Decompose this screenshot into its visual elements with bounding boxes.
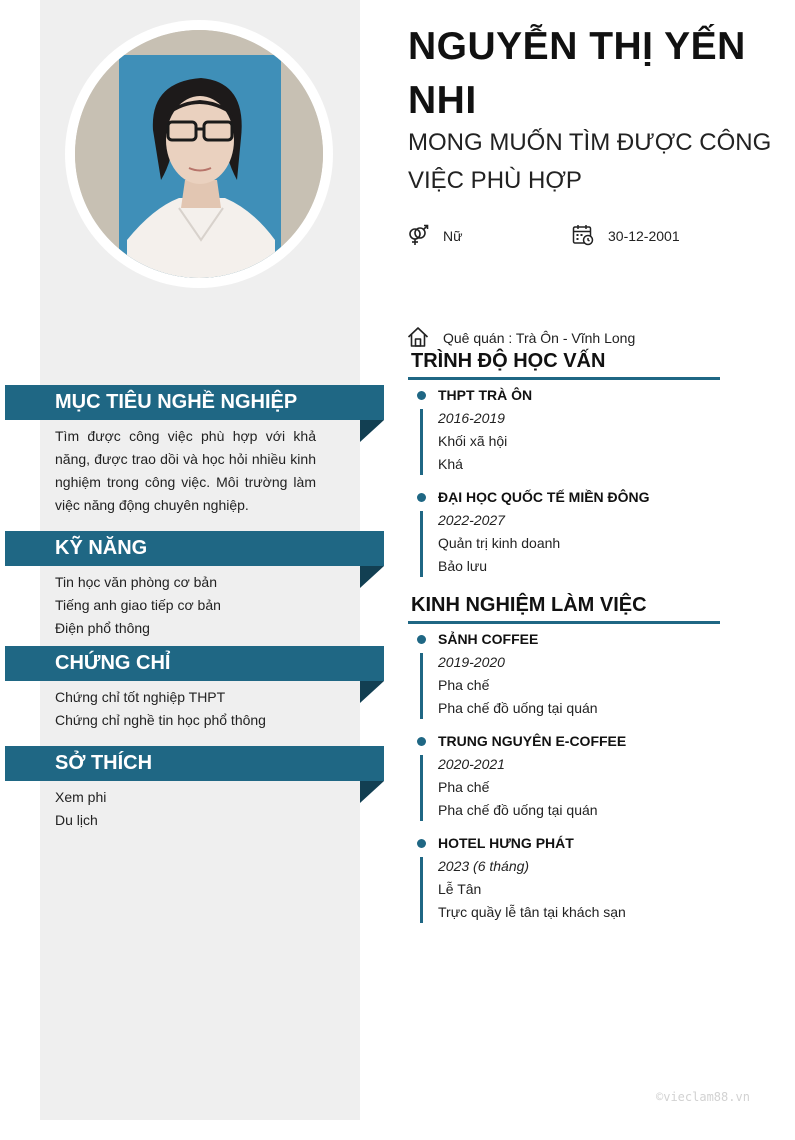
skills-banner-fold (360, 566, 384, 588)
experience-period: 2023 (6 tháng) (438, 858, 530, 874)
career-goal-banner (5, 385, 384, 420)
skills-banner (5, 531, 384, 566)
timeline-bar (420, 511, 423, 577)
education-section-title: TRÌNH ĐỘ HỌC VẤN (411, 350, 606, 372)
education-major: Khối xã hội (438, 433, 508, 449)
timeline-bar (420, 857, 423, 923)
skills-list (55, 571, 316, 640)
experience-period: 2019-2020 (438, 654, 505, 670)
career-goal-text: Tìm được công việc phù hợp với khả năng, được trao dồi và học hỏi nhiều kinh nghiệm trong công việc. Môi trường làm việc năng động chuyên nghiệp. (55, 428, 316, 513)
education-school: THPT TRÀ ÔN (438, 387, 533, 403)
experience-section-title: KINH NGHIỆM LÀM VIỆC (411, 594, 647, 616)
experience-period: 2020-2021 (438, 756, 505, 772)
timeline-dot (417, 839, 426, 848)
experience-company: HOTEL HƯNG PHÁT (438, 835, 574, 851)
education-section-underline (408, 377, 720, 380)
timeline-bar (420, 653, 423, 719)
candidate-name: NGUYỄN THỊ YẾN NHI (408, 25, 746, 122)
gender-value: Nữ (443, 228, 463, 244)
experience-position: Pha chế (438, 779, 490, 795)
certificates-list (55, 686, 316, 732)
home-icon (407, 326, 429, 353)
career-goal-title: MỤC TIÊU NGHỀ NGHIỆP (55, 391, 298, 413)
hobbies-title: SỞ THÍCH (55, 752, 153, 774)
skills-title: KỸ NĂNG (55, 537, 148, 559)
education-result: Khá (438, 456, 463, 472)
education-school: ĐẠI HỌC QUỐC TẾ MIỀN ĐÔNG (438, 489, 650, 505)
certificate-item: Chứng chỉ nghề tin học phổ thông (55, 712, 266, 728)
watermark: ©vieclam88.vn (656, 1090, 750, 1104)
certificate-item: Chứng chỉ tốt nghiệp THPT (55, 689, 226, 705)
hometown-value: Quê quán : Trà Ôn - Vĩnh Long (443, 330, 636, 346)
hobby-item: Du lịch (55, 812, 98, 828)
avatar (75, 30, 323, 278)
experience-description: Trực quầy lễ tân tại khách sạn (438, 904, 626, 920)
hobbies-banner (5, 746, 384, 781)
education-period: 2016-2019 (438, 410, 505, 426)
skill-item: Điện phổ thông (55, 620, 150, 636)
timeline-bar (420, 755, 423, 821)
timeline-dot (417, 635, 426, 644)
experience-company: TRUNG NGUYÊN E-COFFEE (438, 733, 627, 749)
objective-title: MONG MUỐN TÌM ĐƯỢC CÔNG VIỆC PHÙ HỢP (408, 129, 772, 194)
experience-description: Pha chế đồ uống tại quán (438, 802, 598, 818)
education-period: 2022-2027 (438, 512, 505, 528)
timeline-dot (417, 391, 426, 400)
calendar-icon (572, 224, 594, 251)
skill-item: Tin học văn phòng cơ bản (55, 574, 217, 590)
education-major: Quản trị kinh doanh (438, 535, 561, 551)
timeline-dot (417, 737, 426, 746)
gender-icon (407, 224, 429, 251)
hobby-item: Xem phi (55, 789, 107, 805)
hobbies-list (55, 786, 316, 832)
experience-description: Pha chế đồ uống tại quán (438, 700, 598, 716)
certificates-title: CHỨNG CHỈ (55, 652, 171, 674)
education-result: Bảo lưu (438, 558, 488, 574)
experience-section-underline (408, 621, 720, 624)
timeline-dot (417, 493, 426, 502)
experience-company: SẢNH COFFEE (438, 631, 539, 647)
certificates-banner-fold (360, 681, 384, 703)
hobbies-banner-fold (360, 781, 384, 803)
certificates-banner (5, 646, 384, 681)
experience-position: Pha chế (438, 677, 490, 693)
birth-date-value: 30-12-2001 (608, 228, 680, 244)
experience-position: Lễ Tân (438, 881, 482, 897)
skill-item: Tiếng anh giao tiếp cơ bản (55, 597, 221, 613)
career-goal-banner-fold (360, 420, 384, 442)
timeline-bar (420, 409, 423, 475)
